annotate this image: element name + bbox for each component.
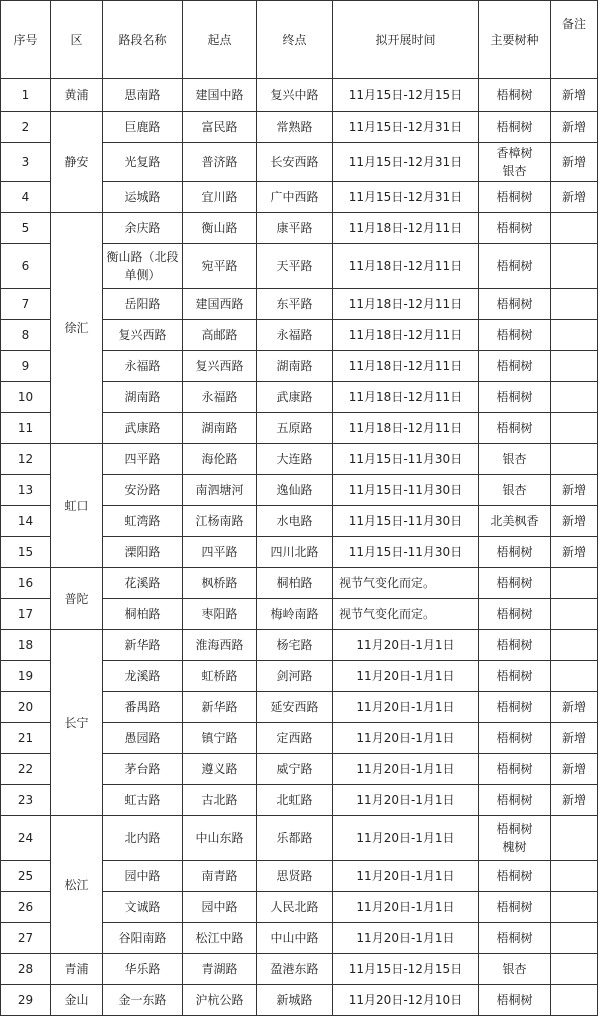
- cell-remark: [551, 816, 598, 861]
- cell-start: 松江中路: [183, 923, 257, 954]
- cell-remark: 新增: [551, 754, 598, 785]
- cell-remark: [551, 954, 598, 985]
- cell-no: 18: [1, 630, 51, 661]
- cell-tree: 梧桐树: [479, 382, 551, 413]
- cell-start: 枫桥路: [183, 568, 257, 599]
- cell-time: 11月20日-1月1日: [333, 630, 479, 661]
- cell-end: 思贤路: [257, 861, 333, 892]
- cell-tree: 梧桐树: [479, 599, 551, 630]
- cell-district: 虹口: [51, 444, 103, 568]
- cell-start: 新华路: [183, 692, 257, 723]
- cell-remark: [551, 413, 598, 444]
- cell-tree: 梧桐树: [479, 861, 551, 892]
- cell-end: 水电路: [257, 506, 333, 537]
- cell-time: 11月15日-11月30日: [333, 444, 479, 475]
- cell-tree: 梧桐树: [479, 351, 551, 382]
- cell-no: 22: [1, 754, 51, 785]
- cell-no: 3: [1, 143, 51, 182]
- table-row: [1, 79, 598, 112]
- cell-end: 中山中路: [257, 923, 333, 954]
- cell-road: 新华路: [103, 630, 183, 661]
- cell-start: 建国中路: [183, 79, 257, 112]
- cell-time: 11月20日-12月10日: [333, 985, 479, 1016]
- cell-end: 逸仙路: [257, 475, 333, 506]
- cell-tree: 梧桐树: [479, 723, 551, 754]
- cell-remark: 新增: [551, 506, 598, 537]
- cell-tree: 梧桐树: [479, 692, 551, 723]
- cell-no: 25: [1, 861, 51, 892]
- cell-start: 湖南路: [183, 413, 257, 444]
- cell-remark: 新增: [551, 112, 598, 143]
- cell-start: 高邮路: [183, 320, 257, 351]
- cell-road: 余庆路: [103, 213, 183, 244]
- cell-road: 运城路: [103, 182, 183, 213]
- cell-remark: [551, 320, 598, 351]
- cell-tree: 梧桐树: [479, 892, 551, 923]
- cell-district: 普陀: [51, 568, 103, 630]
- cell-time: 11月15日-12月15日: [333, 954, 479, 985]
- cell-tree: 梧桐树 槐树: [479, 816, 551, 861]
- cell-road: 华乐路: [103, 954, 183, 985]
- cell-time: 11月20日-1月1日: [333, 692, 479, 723]
- cell-end: 新城路: [257, 985, 333, 1016]
- cell-remark: 新增: [551, 723, 598, 754]
- table-row: [1, 444, 598, 475]
- cell-start: 衡山路: [183, 213, 257, 244]
- cell-road: 永福路: [103, 351, 183, 382]
- cell-start: 宛平路: [183, 244, 257, 289]
- cell-tree: 梧桐树: [479, 79, 551, 112]
- cell-tree: 梧桐树: [479, 413, 551, 444]
- cell-start: 虹桥路: [183, 661, 257, 692]
- header-no: 序号: [1, 1, 51, 79]
- cell-remark: 新增: [551, 475, 598, 506]
- cell-road: 北内路: [103, 816, 183, 861]
- cell-no: 7: [1, 289, 51, 320]
- cell-district: 静安: [51, 112, 103, 213]
- cell-road: 武康路: [103, 413, 183, 444]
- cell-start: 南青路: [183, 861, 257, 892]
- cell-tree: 梧桐树: [479, 661, 551, 692]
- cell-no: 4: [1, 182, 51, 213]
- cell-end: 延安西路: [257, 692, 333, 723]
- cell-road: 桐柏路: [103, 599, 183, 630]
- cell-tree: 银杏: [479, 475, 551, 506]
- cell-road: 湖南路: [103, 382, 183, 413]
- cell-tree: 梧桐树: [479, 537, 551, 568]
- cell-start: 海伦路: [183, 444, 257, 475]
- cell-start: 南泗塘河: [183, 475, 257, 506]
- cell-tree: 梧桐树: [479, 289, 551, 320]
- header-road: 路段名称: [103, 1, 183, 79]
- cell-time: 11月20日-1月1日: [333, 923, 479, 954]
- cell-district: 黄浦: [51, 79, 103, 112]
- cell-district: 徐汇: [51, 213, 103, 444]
- header-end: 终点: [257, 1, 333, 79]
- cell-no: 1: [1, 79, 51, 112]
- cell-no: 21: [1, 723, 51, 754]
- cell-no: 24: [1, 816, 51, 861]
- cell-no: 23: [1, 785, 51, 816]
- cell-tree: 梧桐树: [479, 630, 551, 661]
- cell-end: 天平路: [257, 244, 333, 289]
- cell-remark: [551, 382, 598, 413]
- cell-remark: [551, 923, 598, 954]
- cell-time: 视节气变化而定。: [333, 568, 479, 599]
- cell-time: 视节气变化而定。: [333, 599, 479, 630]
- cell-end: 人民北路: [257, 892, 333, 923]
- cell-time: 11月18日-12月11日: [333, 320, 479, 351]
- cell-remark: [551, 892, 598, 923]
- cell-road: 光复路: [103, 143, 183, 182]
- cell-no: 27: [1, 923, 51, 954]
- cell-start: 古北路: [183, 785, 257, 816]
- cell-tree: 梧桐树: [479, 785, 551, 816]
- cell-remark: 新增: [551, 785, 598, 816]
- cell-start: 枣阳路: [183, 599, 257, 630]
- cell-end: 武康路: [257, 382, 333, 413]
- cell-time: 11月18日-12月11日: [333, 289, 479, 320]
- cell-end: 常熟路: [257, 112, 333, 143]
- cell-road: 愚园路: [103, 723, 183, 754]
- cell-start: 淮海西路: [183, 630, 257, 661]
- cell-time: 11月20日-1月1日: [333, 816, 479, 861]
- cell-start: 江杨南路: [183, 506, 257, 537]
- cell-road: 虹古路: [103, 785, 183, 816]
- cell-end: 永福路: [257, 320, 333, 351]
- cell-time: 11月15日-12月31日: [333, 182, 479, 213]
- cell-time: 11月15日-11月30日: [333, 537, 479, 568]
- cell-end: 四川北路: [257, 537, 333, 568]
- cell-no: 14: [1, 506, 51, 537]
- cell-end: 东平路: [257, 289, 333, 320]
- header-tree: 主要树种: [479, 1, 551, 79]
- cell-start: 中山东路: [183, 816, 257, 861]
- cell-time: 11月20日-1月1日: [333, 785, 479, 816]
- cell-end: 杨宅路: [257, 630, 333, 661]
- cell-end: 桐柏路: [257, 568, 333, 599]
- cell-road: 花溪路: [103, 568, 183, 599]
- cell-tree: 银杏: [479, 444, 551, 475]
- cell-tree: 梧桐树: [479, 213, 551, 244]
- cell-start: 普济路: [183, 143, 257, 182]
- header-remark: 备注: [551, 1, 598, 79]
- cell-remark: [551, 985, 598, 1016]
- cell-time: 11月15日-12月31日: [333, 143, 479, 182]
- cell-end: 定西路: [257, 723, 333, 754]
- cell-road: 安汾路: [103, 475, 183, 506]
- cell-time: 11月20日-1月1日: [333, 892, 479, 923]
- cell-time: 11月18日-12月11日: [333, 244, 479, 289]
- cell-remark: 新增: [551, 182, 598, 213]
- cell-end: 乐都路: [257, 816, 333, 861]
- cell-time: 11月15日-12月31日: [333, 112, 479, 143]
- cell-road: 岳阳路: [103, 289, 183, 320]
- cell-end: 剑河路: [257, 661, 333, 692]
- cell-remark: [551, 244, 598, 289]
- cell-time: 11月18日-12月11日: [333, 351, 479, 382]
- cell-start: 富民路: [183, 112, 257, 143]
- table-row: [1, 112, 598, 143]
- cell-no: 26: [1, 892, 51, 923]
- cell-tree: 梧桐树: [479, 985, 551, 1016]
- cell-district: 松江: [51, 816, 103, 954]
- header-time: 拟开展时间: [333, 1, 479, 79]
- cell-road: 巨鹿路: [103, 112, 183, 143]
- cell-remark: [551, 213, 598, 244]
- cell-start: 镇宁路: [183, 723, 257, 754]
- cell-no: 12: [1, 444, 51, 475]
- cell-remark: 新增: [551, 692, 598, 723]
- cell-remark: [551, 568, 598, 599]
- cell-district: 金山: [51, 985, 103, 1016]
- table-row: [1, 630, 598, 661]
- cell-remark: [551, 861, 598, 892]
- cell-end: 大连路: [257, 444, 333, 475]
- cell-no: 28: [1, 954, 51, 985]
- cell-start: 青湖路: [183, 954, 257, 985]
- cell-no: 15: [1, 537, 51, 568]
- cell-end: 长安西路: [257, 143, 333, 182]
- cell-remark: [551, 289, 598, 320]
- header-district: 区: [51, 1, 103, 79]
- cell-no: 19: [1, 661, 51, 692]
- cell-time: 11月20日-1月1日: [333, 723, 479, 754]
- cell-road: 番禺路: [103, 692, 183, 723]
- cell-tree: 香樟树 银杏: [479, 143, 551, 182]
- cell-end: 五原路: [257, 413, 333, 444]
- cell-road: 思南路: [103, 79, 183, 112]
- table-row: [1, 568, 598, 599]
- cell-no: 20: [1, 692, 51, 723]
- cell-time: 11月18日-12月11日: [333, 382, 479, 413]
- cell-end: 威宁路: [257, 754, 333, 785]
- cell-end: 盈港东路: [257, 954, 333, 985]
- cell-time: 11月20日-1月1日: [333, 661, 479, 692]
- cell-no: 9: [1, 351, 51, 382]
- cell-start: 复兴西路: [183, 351, 257, 382]
- cell-remark: [551, 351, 598, 382]
- cell-road: 文诚路: [103, 892, 183, 923]
- header-start: 起点: [183, 1, 257, 79]
- cell-tree: 梧桐树: [479, 182, 551, 213]
- cell-no: 8: [1, 320, 51, 351]
- cell-end: 湖南路: [257, 351, 333, 382]
- cell-no: 16: [1, 568, 51, 599]
- cell-remark: [551, 661, 598, 692]
- cell-start: 沪杭公路: [183, 985, 257, 1016]
- cell-end: 梅岭南路: [257, 599, 333, 630]
- cell-no: 2: [1, 112, 51, 143]
- cell-remark: [551, 444, 598, 475]
- cell-time: 11月20日-1月1日: [333, 754, 479, 785]
- cell-start: 四平路: [183, 537, 257, 568]
- cell-no: 13: [1, 475, 51, 506]
- cell-tree: 银杏: [479, 954, 551, 985]
- cell-tree: 梧桐树: [479, 923, 551, 954]
- cell-road: 溧阳路: [103, 537, 183, 568]
- table-row: [1, 954, 598, 985]
- cell-time: 11月15日-12月15日: [333, 79, 479, 112]
- cell-start: 永福路: [183, 382, 257, 413]
- cell-remark: 新增: [551, 537, 598, 568]
- cell-start: 遵义路: [183, 754, 257, 785]
- cell-remark: 新增: [551, 79, 598, 112]
- cell-remark: [551, 630, 598, 661]
- table-row: [1, 816, 598, 861]
- cell-road: 龙溪路: [103, 661, 183, 692]
- cell-road: 衡山路（北段单侧）: [103, 244, 183, 289]
- cell-road: 虹湾路: [103, 506, 183, 537]
- cell-tree: 梧桐树: [479, 568, 551, 599]
- cell-end: 广中西路: [257, 182, 333, 213]
- cell-start: 宜川路: [183, 182, 257, 213]
- cell-end: 复兴中路: [257, 79, 333, 112]
- cell-time: 11月15日-11月30日: [333, 506, 479, 537]
- cell-remark: 新增: [551, 143, 598, 182]
- table-row: [1, 985, 598, 1016]
- cell-remark: [551, 599, 598, 630]
- cell-road: 四平路: [103, 444, 183, 475]
- cell-tree: 梧桐树: [479, 320, 551, 351]
- cell-time: 11月18日-12月11日: [333, 413, 479, 444]
- cell-end: 康平路: [257, 213, 333, 244]
- cell-no: 10: [1, 382, 51, 413]
- cell-no: 29: [1, 985, 51, 1016]
- cell-tree: 北美枫香: [479, 506, 551, 537]
- cell-district: 青浦: [51, 954, 103, 985]
- cell-tree: 梧桐树: [479, 754, 551, 785]
- cell-road: 茅台路: [103, 754, 183, 785]
- header-row: [1, 1, 598, 79]
- cell-no: 6: [1, 244, 51, 289]
- cell-end: 北虹路: [257, 785, 333, 816]
- cell-road: 园中路: [103, 861, 183, 892]
- cell-road: 金一东路: [103, 985, 183, 1016]
- cell-time: 11月20日-1月1日: [333, 861, 479, 892]
- cell-road: 复兴西路: [103, 320, 183, 351]
- cell-no: 17: [1, 599, 51, 630]
- cell-start: 建国西路: [183, 289, 257, 320]
- cell-time: 11月15日-11月30日: [333, 475, 479, 506]
- cell-no: 5: [1, 213, 51, 244]
- cell-road: 谷阳南路: [103, 923, 183, 954]
- cell-start: 园中路: [183, 892, 257, 923]
- cell-district: 长宁: [51, 630, 103, 816]
- cell-tree: 梧桐树: [479, 112, 551, 143]
- cell-tree: 梧桐树: [479, 244, 551, 289]
- table-row: [1, 213, 598, 244]
- cell-time: 11月18日-12月11日: [333, 213, 479, 244]
- cell-no: 11: [1, 413, 51, 444]
